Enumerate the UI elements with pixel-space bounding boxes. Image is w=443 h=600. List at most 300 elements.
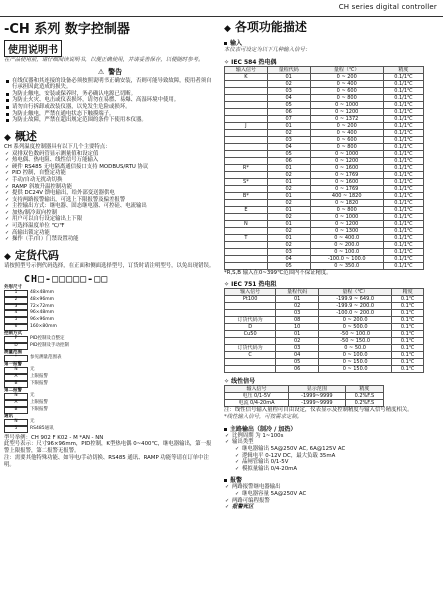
- table-cell: 01: [267, 73, 310, 80]
- table-cell: 0 ~ 800: [310, 94, 383, 101]
- feature-item: ✓ 高输出锁定功能: [4, 230, 216, 237]
- table-cell: -50 ~ 150.0: [319, 338, 392, 345]
- table-cell: 01: [267, 220, 310, 227]
- option-desc: 48×96mm: [30, 296, 54, 302]
- functions-heading: [224, 18, 438, 35]
- feature-item: ✓ 主控输出方式：继电器、固态继电器、可控硅、电流输出: [4, 203, 216, 210]
- table-cell: 06: [267, 108, 310, 115]
- table-row: [225, 178, 424, 185]
- table-row: [225, 108, 424, 115]
- table-cell: T: [225, 234, 268, 241]
- table-row: [225, 206, 424, 213]
- option-desc: 无: [30, 393, 35, 399]
- option-row: [4, 297, 216, 304]
- tc-note: *R,S,B 输入在0~399℃范围内不保证精度。: [224, 269, 332, 276]
- table-header-cell: 输入信号: [225, 386, 289, 393]
- feature-item: ✓ 支持两路报警输出，可选上下限报警及偏差报警: [4, 197, 216, 204]
- model-example-note: 注：需要其他特殊功能、如导电/手动切换、RS485 通讯、RAMP 功能等请在订单中注明。: [4, 455, 209, 468]
- table-cell: 0.1/1℃: [383, 185, 423, 192]
- warning-icon: ⚠: [97, 67, 105, 76]
- table-cell: R*: [225, 164, 268, 171]
- table-cell: [225, 366, 276, 373]
- table-cell: 0.1/1℃: [383, 171, 423, 178]
- table-cell: [225, 199, 268, 206]
- table-cell: 0.1/1℃: [383, 248, 423, 255]
- table-row: [225, 248, 424, 255]
- table-cell: 04: [267, 94, 310, 101]
- table-cell: 0 ~ 800: [310, 206, 383, 213]
- table-header-cell: 量程（℃）: [319, 289, 392, 296]
- table-cell: [225, 150, 268, 157]
- table-cell: 0 ~ 1372: [310, 115, 383, 122]
- option-desc: PID控制及自整定: [30, 336, 65, 342]
- option-code: 5: [4, 426, 28, 433]
- alarm-sub-item: ✓ 继电器容量 5A@250V AC: [234, 491, 438, 498]
- table-cell: [225, 136, 268, 143]
- feature-item: ✓ PID 控制，自整定功能: [4, 170, 216, 177]
- table-row: [225, 310, 424, 317]
- table-cell: [225, 129, 268, 136]
- table-cell: [225, 213, 268, 220]
- table-row: [225, 101, 424, 108]
- table-header-cell: 输入信号: [225, 66, 268, 73]
- table-cell: 02: [276, 303, 319, 310]
- alarm-heading: [224, 475, 438, 484]
- option-row: [4, 381, 216, 388]
- table-cell: 02: [267, 185, 310, 192]
- table-cell: 01: [267, 122, 310, 129]
- table-cell: 0 ~ 600: [310, 87, 383, 94]
- table-cell: [225, 241, 268, 248]
- overview-intro: CH 系列温度控制器具有以下几个主要特点：: [4, 143, 111, 150]
- table-cell: 0 ~ 1769: [310, 185, 383, 192]
- table-cell: 03: [267, 136, 310, 143]
- feature-item: ✓ 用户可以自行设定输出上下限: [4, 216, 216, 223]
- option-code: *: [4, 355, 28, 362]
- table-cell: [225, 115, 268, 122]
- table-cell: 0.1/1℃: [383, 241, 423, 248]
- table-cell: 0.1℃: [392, 359, 424, 366]
- option-code: 5: [4, 317, 28, 324]
- table-header-cell: 显示范围: [289, 386, 346, 393]
- table-cell: 02: [267, 171, 310, 178]
- table-cell: 07: [267, 115, 310, 122]
- option-desc: 无: [30, 367, 35, 373]
- table-cell: E: [225, 206, 268, 213]
- table-cell: 0 ~ 200.0: [310, 241, 383, 248]
- warning-title: 警告: [108, 67, 123, 76]
- table-cell: 06: [267, 157, 310, 164]
- table-header-row: [225, 66, 424, 73]
- model-example: 型号举例：CH 902 F K02 - M *AN - NN: [4, 434, 104, 441]
- table-row: [225, 331, 424, 338]
- table-cell: 0 ~ 1200: [310, 108, 383, 115]
- table-cell: 0 ~ 1200: [310, 157, 383, 164]
- table-cell: 05: [267, 150, 310, 157]
- option-row: [4, 324, 216, 331]
- table-cell: 0.1/1℃: [383, 73, 423, 80]
- model-title: 定货代码: [14, 248, 59, 262]
- main-output-item: ✓ 比例周期 为 1~100s: [224, 433, 438, 440]
- table-cell: J: [225, 122, 268, 129]
- table-cell: 0 ~ 1000: [310, 213, 383, 220]
- table-row: [225, 317, 424, 324]
- table-cell: 0.1/1℃: [383, 262, 423, 269]
- option-desc: 上限报警: [30, 400, 48, 406]
- table-cell: 0 ~ 50.0: [319, 345, 392, 352]
- alarm-sub-list: [224, 491, 438, 498]
- header-title: CH series digital controller: [338, 3, 437, 11]
- warning-list: [4, 78, 216, 124]
- warning-item: 为防止火灾、电击或仪表损坏，请勿在易燃、易爆、高湿环境中使用。: [4, 97, 216, 104]
- bullet-icon: [224, 428, 227, 431]
- table-cell: 01: [267, 234, 310, 241]
- table-cell: 0.1℃: [392, 317, 424, 324]
- table-cell: [225, 310, 276, 317]
- output-type-item: ✓ 模拟量输出 0/4-20mA: [234, 466, 438, 473]
- option-desc: 48×48mm: [30, 290, 54, 296]
- alarm-item: ✓ 报警死区: [224, 504, 438, 511]
- table-row: [225, 220, 424, 227]
- alarm-item: ✓ 两路报警继电器输出: [224, 484, 438, 491]
- table-cell: 10: [276, 324, 319, 331]
- table-row: [225, 303, 424, 310]
- table-row: [225, 185, 424, 192]
- table-cell: [225, 101, 268, 108]
- table-cell: 电流 0/4-20mA: [225, 400, 289, 407]
- option-desc: 参见测量范围表: [30, 355, 62, 361]
- table-cell: -1999~9999: [289, 393, 346, 400]
- option-code: B: [4, 407, 28, 414]
- table-cell: 0.1℃: [392, 338, 424, 345]
- table-row: [225, 352, 424, 359]
- diamond-icon: ◆: [4, 132, 11, 143]
- option-row: [4, 355, 216, 362]
- model-example-desc: 此型号表示：尺寸96×96mm，PID控制，K型热电偶 0~400℃，继电器输出，第一报警上限报警，第二报警无报警。: [4, 441, 212, 455]
- table-cell: 01: [267, 206, 310, 213]
- main-output-item: ✓ 输出类型: [224, 439, 438, 446]
- table-cell: 04: [267, 143, 310, 150]
- input-note: 本仪表可设定为以下几种输入信号：: [224, 47, 311, 53]
- intro-text: 在产品使用前，请仔细阅读说明书，以便正确使用，并请妥善保存，以便随时参考。: [4, 57, 204, 63]
- option-code: D: [4, 343, 28, 350]
- table-cell: 0 ~ 150.0: [319, 359, 392, 366]
- rtd-title: IEC 751 热电阻: [231, 281, 277, 289]
- option-row: [4, 290, 216, 297]
- table-row: [225, 359, 424, 366]
- linear-title: 线性信号: [231, 378, 256, 386]
- table-cell: [225, 94, 268, 101]
- option-code: 4: [4, 310, 28, 317]
- table-cell: 0 ~ 1600: [310, 178, 383, 185]
- table-cell: 电压 0/1-5V: [225, 393, 289, 400]
- model-heading: [4, 247, 216, 263]
- table-cell: 0.1/1℃: [383, 101, 423, 108]
- table-header-row: [225, 289, 424, 296]
- diamond-icon: ◆: [224, 24, 231, 34]
- table-cell: 0 ~ 1769: [310, 171, 383, 178]
- option-code: N: [4, 367, 28, 374]
- table-cell: [225, 108, 268, 115]
- table-cell: 0.1/1℃: [383, 192, 423, 199]
- table-cell: 0.1℃: [392, 296, 424, 303]
- table-cell: D: [225, 324, 276, 331]
- output-type-item: ✓ 继电器输出 5A@250V AC, 6A@125V AC: [234, 446, 438, 453]
- table-cell: 0.1/1℃: [383, 87, 423, 94]
- table-cell: 0 ~ 800: [310, 143, 383, 150]
- warning-item: 为防止触电，严禁在通电状态下触摸端子。: [4, 111, 216, 118]
- table-cell: 01: [276, 331, 319, 338]
- table-cell: N: [225, 220, 268, 227]
- table-cell: 0.1℃: [392, 331, 424, 338]
- table-cell: 0 ~ 1300: [310, 227, 383, 234]
- option-group-heading: 控制方式: [4, 330, 22, 336]
- table-cell: 订货代码为: [225, 345, 276, 352]
- warning-item: 在线仪器和其连接的设备必须按照说明书正确安装，否则可能导致故障，使用者须自行承担因此造成的损失。: [4, 78, 216, 91]
- table-cell: 0 ~ 100.0: [319, 352, 392, 359]
- feature-item: ✓ 可选择温度单位 ℃/℉: [4, 223, 216, 230]
- table-cell: 0.1/1℃: [383, 122, 423, 129]
- table-cell: [225, 157, 268, 164]
- diamond-icon: ◆: [4, 251, 11, 262]
- table-cell: 05: [276, 359, 319, 366]
- right-column: [224, 18, 438, 511]
- table-header-cell: 精度: [345, 386, 383, 393]
- table-cell: B*: [225, 192, 268, 199]
- table-cell: 02: [267, 241, 310, 248]
- table-cell: 0.1℃: [392, 303, 424, 310]
- feature-item: ✓ 提供 DC24V 馈电输出，给外部变送器供电: [4, 190, 216, 197]
- linear-note-2: *线性输入信号，可按需求定制。: [224, 414, 303, 421]
- table-cell: 0.1/1℃: [383, 94, 423, 101]
- table-cell: Pt100: [225, 296, 276, 303]
- table-row: [225, 129, 424, 136]
- product-title: -CH 系列 数字控制器: [4, 22, 130, 37]
- feature-item: ✓ 热电偶、热电阻、线性信号万能输入: [4, 157, 216, 164]
- table-cell: [225, 262, 268, 269]
- option-row: [4, 419, 216, 426]
- table-row: [225, 157, 424, 164]
- table-cell: 0.1/1℃: [383, 108, 423, 115]
- table-row: [225, 234, 424, 241]
- table-row: [225, 171, 424, 178]
- table-cell: 04: [276, 352, 319, 359]
- table-cell: 03: [267, 87, 310, 94]
- option-code: 1: [4, 290, 28, 297]
- table-row: [225, 115, 424, 122]
- output-type-list: [224, 446, 438, 472]
- option-group-heading: 测量范围: [4, 349, 22, 355]
- model-code-options: [4, 285, 216, 433]
- table-row: [225, 393, 384, 400]
- table-cell: 08: [276, 317, 319, 324]
- alarm-title: 报警: [230, 477, 243, 485]
- table-cell: 0.1/1℃: [383, 206, 423, 213]
- table-cell: 0.1℃: [392, 310, 424, 317]
- option-desc: 96×48mm: [30, 310, 54, 316]
- table-cell: 01: [267, 178, 310, 185]
- table-cell: [225, 255, 268, 262]
- left-column: [4, 18, 216, 469]
- table-cell: [225, 248, 268, 255]
- table-cell: 0.1℃: [392, 324, 424, 331]
- table-header-cell: 精度: [383, 66, 423, 73]
- option-group-heading: 第一报警: [4, 362, 22, 368]
- feature-item: ✓ 双排双色数码管显示测量值和设定值: [4, 151, 216, 158]
- table-cell: K: [225, 73, 268, 80]
- option-code: F: [4, 336, 28, 343]
- table-cell: 0 ~ 400.0: [310, 234, 383, 241]
- main-output-heading: [224, 424, 438, 433]
- table-cell: 0 ~ 600: [310, 136, 383, 143]
- table-cell: 05: [267, 101, 310, 108]
- option-row: [4, 426, 216, 433]
- table-row: [225, 255, 424, 262]
- table-cell: 400 ~ 1820: [310, 192, 383, 199]
- table-cell: 02: [267, 129, 310, 136]
- table-cell: 02: [267, 227, 310, 234]
- overview-title: 概述: [14, 129, 37, 143]
- table-cell: 0 ~ 150.0: [319, 366, 392, 373]
- table-cell: 06: [276, 366, 319, 373]
- functions-title: 各项功能描述: [234, 20, 307, 34]
- output-type-item: ✓ 晶闸管输出 0/1-5V: [234, 459, 438, 466]
- warning-item: 为防止故障，严禁在超出规定范围的条件下使用本仪器。: [4, 117, 216, 124]
- table-header-cell: 精度: [392, 289, 424, 296]
- option-desc: PID控制及手动控制: [30, 343, 70, 349]
- main-output-title: 主路输出（制冷 / 加热）: [230, 425, 297, 433]
- table-cell: [225, 338, 276, 345]
- table-cell: 04: [267, 255, 310, 262]
- feature-item: ✓ 操作（手/自）门禁设置功能: [4, 236, 216, 243]
- table-row: [225, 262, 424, 269]
- table-cell: 0.1℃: [392, 366, 424, 373]
- table-cell: 03: [267, 248, 310, 255]
- feature-item: ✓ 硬件 RS485 无电隔离通信接口支持 MODBUS/RTU 协议: [4, 164, 216, 171]
- option-row: [4, 343, 216, 350]
- table-header-cell: 量程（℃）: [310, 66, 383, 73]
- feature-item: ✓ RAMP 斜坡升温控制功能: [4, 184, 216, 191]
- option-code: B: [4, 381, 28, 388]
- table-cell: 0 ~ 400: [310, 80, 383, 87]
- option-desc: 160×80mm: [30, 324, 57, 330]
- table-cell: 0 ~ 500.0: [319, 324, 392, 331]
- linear-table: [224, 385, 384, 407]
- table-row: [225, 80, 424, 87]
- thermocouple-table: [224, 66, 424, 270]
- table-cell: [225, 143, 268, 150]
- table-cell: 0 ~ 100.0: [310, 248, 383, 255]
- table-cell: [225, 87, 268, 94]
- table-header-cell: 量程代码: [276, 289, 319, 296]
- table-cell: 03: [276, 310, 319, 317]
- tc-title: IEC 584 热电偶: [231, 58, 277, 66]
- table-row: [225, 122, 424, 129]
- input-heading: [224, 38, 438, 47]
- rtd-table: [224, 288, 424, 373]
- table-cell: 0 ~ 400: [310, 129, 383, 136]
- table-cell: 0.1/1℃: [383, 164, 423, 171]
- table-row: [225, 241, 424, 248]
- table-cell: 0 ~ 1820: [310, 199, 383, 206]
- option-desc: 72×72mm: [30, 303, 54, 309]
- option-group-heading: 外形尺寸: [4, 284, 22, 290]
- table-cell: 0.1/1℃: [383, 227, 423, 234]
- alarm-item: ✓ 两路可编程报警: [224, 498, 438, 505]
- table-cell: 0 ~ 1000: [310, 150, 383, 157]
- table-cell: 0 ~ 1000: [310, 101, 383, 108]
- table-cell: [225, 185, 268, 192]
- table-cell: -199.9 ~ 649.0: [319, 296, 392, 303]
- table-row: [225, 366, 424, 373]
- table-cell: S*: [225, 178, 268, 185]
- table-cell: 0 ~ 200.0: [319, 317, 392, 324]
- option-code: 3: [4, 304, 28, 311]
- table-cell: 0.1/1℃: [383, 157, 423, 164]
- table-cell: 0.1/1℃: [383, 150, 423, 157]
- table-cell: 0 ~ 200: [310, 73, 383, 80]
- option-code: A: [4, 400, 28, 407]
- manual-label: 使用说明书: [4, 40, 62, 57]
- overview-heading: [4, 128, 216, 144]
- table-cell: 订货代码为: [225, 317, 276, 324]
- table-row: [225, 192, 424, 199]
- output-type-item: ✓ 逻辑电平 0-12V DC，最大负载 35mA: [234, 453, 438, 460]
- table-cell: [225, 303, 276, 310]
- option-code: N: [4, 419, 28, 426]
- linear-heading: ✧ 线性信号: [224, 378, 256, 386]
- table-cell: Cu50: [225, 331, 276, 338]
- table-cell: [225, 171, 268, 178]
- table-header-row: [225, 386, 384, 393]
- table-cell: 0.1/1℃: [383, 143, 423, 150]
- table-cell: 03: [276, 345, 319, 352]
- table-row: [225, 296, 424, 303]
- table-cell: 0 ~ 1600: [310, 164, 383, 171]
- table-cell: 0 ~ 1200: [310, 220, 383, 227]
- table-cell: 0.1/1℃: [383, 220, 423, 227]
- table-row: [225, 150, 424, 157]
- table-cell: -100.0 ~ 200.0: [319, 310, 392, 317]
- table-header-cell: 量程代码: [267, 66, 310, 73]
- option-code: 2: [4, 297, 28, 304]
- table-row: [225, 227, 424, 234]
- table-cell: 0.2%F.S: [345, 393, 383, 400]
- option-group-heading: 通讯: [4, 413, 13, 419]
- option-code: N: [4, 393, 28, 400]
- table-cell: -1999~9999: [289, 400, 346, 407]
- option-desc: 上限报警: [30, 374, 48, 380]
- option-desc: 无: [30, 419, 35, 425]
- table-cell: -50 ~ 100.0: [319, 331, 392, 338]
- option-desc: 下限报警: [30, 406, 48, 412]
- option-desc: 96×96mm: [30, 317, 54, 323]
- model-intro: 请按照型号示例代码选择，在正面和侧面选择型号，订货时请注明型号，以免出现错误。: [4, 262, 215, 269]
- option-row: [4, 400, 216, 407]
- table-cell: 05: [267, 262, 310, 269]
- table-row: [225, 338, 424, 345]
- table-row: [225, 143, 424, 150]
- option-desc: RS485通讯: [30, 425, 54, 431]
- bullet-icon: [224, 42, 227, 45]
- option-code: A: [4, 374, 28, 381]
- table-row: [225, 87, 424, 94]
- table-cell: 0.1/1℃: [383, 255, 423, 262]
- table-cell: 0.1/1℃: [383, 115, 423, 122]
- table-cell: 01: [267, 164, 310, 171]
- table-cell: 0.1/1℃: [383, 178, 423, 185]
- warning-item: 为防止触电，安装或保养时，务必确认电源已切断。: [4, 91, 216, 98]
